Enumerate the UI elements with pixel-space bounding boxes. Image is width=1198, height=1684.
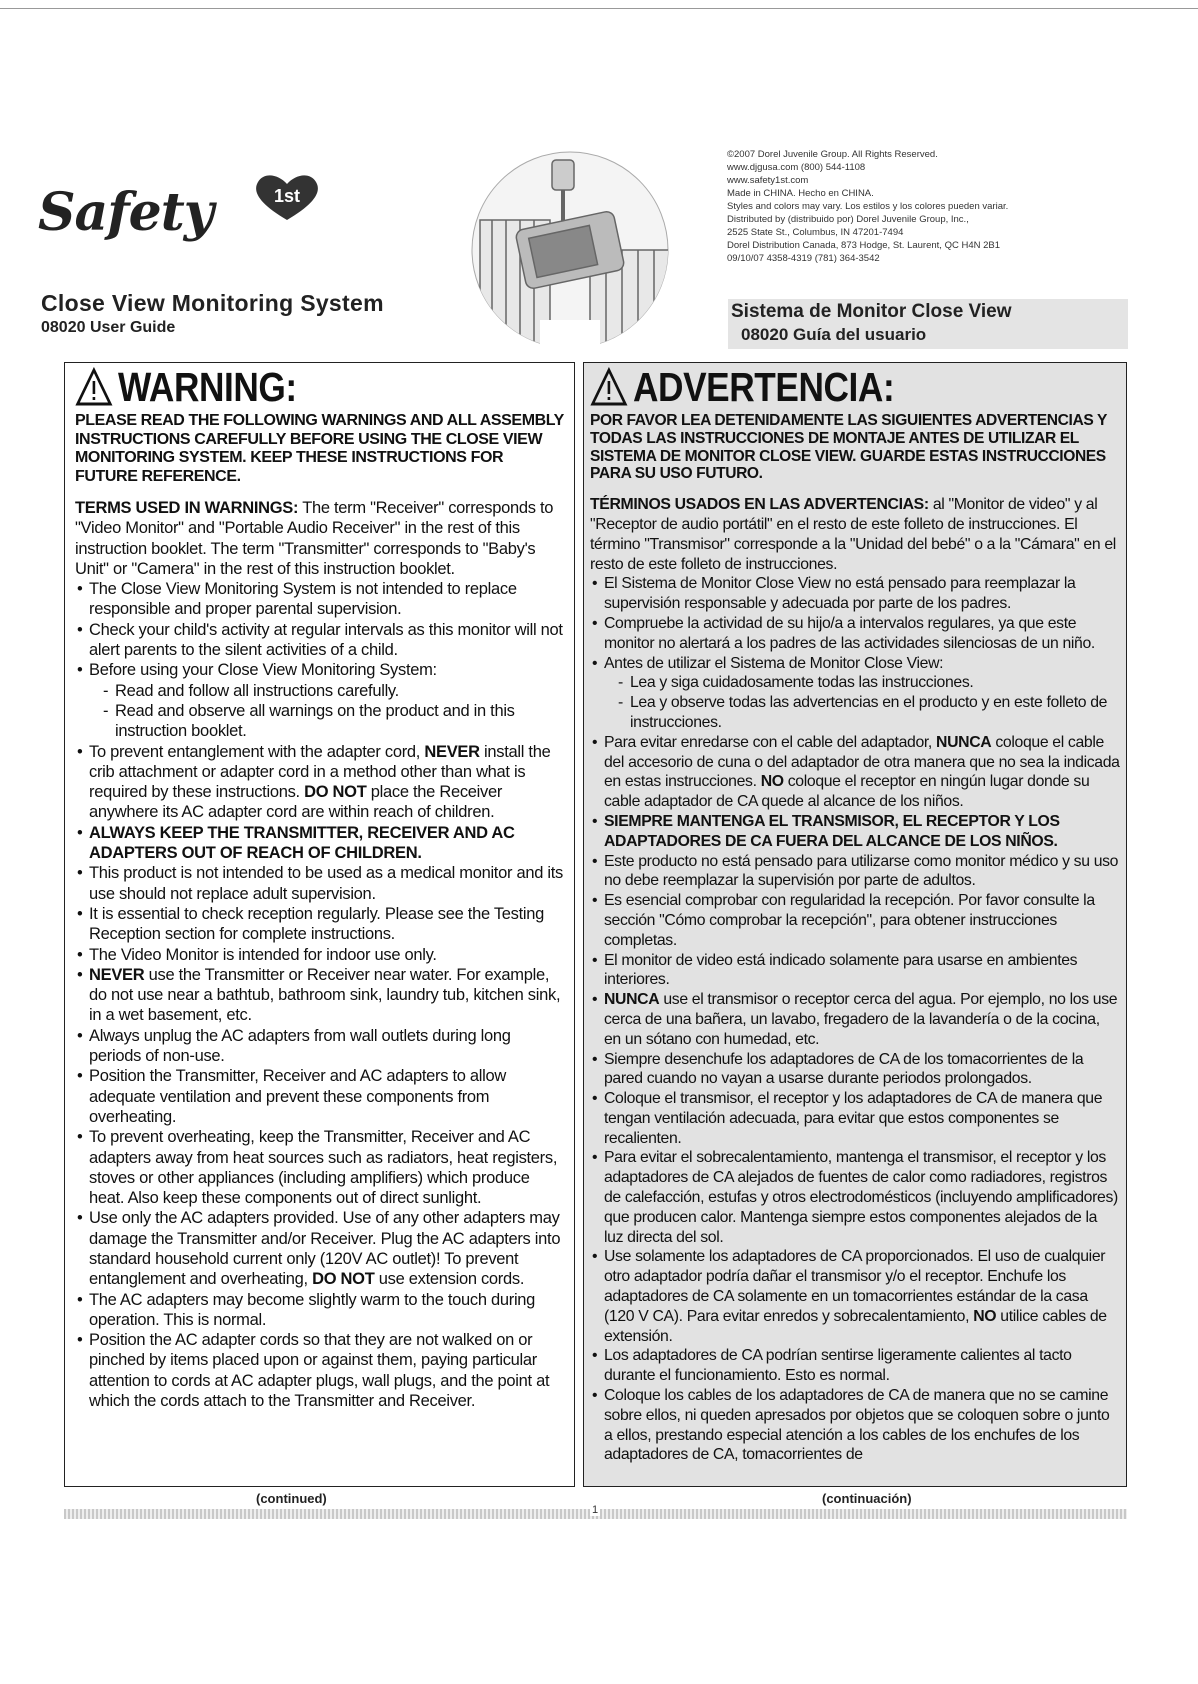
continued-label-es: (continuación) — [822, 1491, 912, 1506]
list-item-text: coloque el receptor en ningún lugar donde su cable adaptador de CA quede al alcance de los niños. — [604, 773, 1090, 811]
list-item: • To prevent overheating, keep the Transmitter, Receiver and AC adapters away from heat sources such as radiators, heat registers, stoves or other appliances (including amplifiers) which produce heat. Also keep these components out of direct sunlight. — [75, 1127, 566, 1208]
terms-text-es: al "Monitor de video" y al "Receptor de audio portátil" en el resto de este folleto de instrucciones. El término "Transmisor" corresponde a la "Unidad del bebé" o a la "Cámara" en el resto de este folleto de instrucciones. — [590, 496, 1116, 573]
emphasis-do-not: NO — [760, 773, 784, 791]
warning-column-es — [583, 362, 1127, 1487]
emphasis-never: NUNCA — [936, 733, 992, 751]
logo-text: Safety — [38, 182, 213, 243]
list-item: • The AC adapters may become slightly warm to the touch during operation. This is normal. — [75, 1290, 566, 1331]
logo-badge-text: 1st — [273, 186, 301, 206]
warning-heading-es — [590, 365, 1046, 409]
logo-badge-icon — [250, 170, 324, 224]
list-item: • El Sistema de Monitor Close View no está pensado para reemplazar la supervisión responsable y adecuada por parte de los padres. — [590, 574, 1120, 614]
page-title: Close View Monitoring System — [41, 290, 384, 316]
emphasis-always: ALWAYS KEEP THE TRANSMITTER, RECEIVER AND AC ADAPTERS OUT OF REACH OF CHILDREN. — [89, 823, 515, 863]
emphasis-do-not: DO NOT — [312, 1270, 375, 1289]
website-line: www.safety1st.com — [727, 175, 809, 186]
sub-list — [89, 681, 566, 742]
warning-intro: PLEASE READ THE FOLLOWING WARNINGS AND ALL ASSEMBLY INSTRUCTIONS CAREFULLY BEFORE USING THE CLOSE VIEW MONITORING SYSTEM. KEEP THESE INSTRUCTIONS FOR FUTURE REFERENCE. — [75, 412, 564, 485]
list-item-text: install the crib attachment or adapter cord in a method other than what is required by these instructions. — [89, 742, 551, 802]
canada-distributor-line: Dorel Distribution Canada, 873 Hodge, St. Laurent, QC H4N 2B1 — [727, 240, 1001, 251]
emphasis-never: NEVER — [89, 965, 145, 984]
sub-list — [604, 673, 1120, 732]
company-info — [727, 148, 1147, 265]
list-item-text: Use only the AC adapters provided. Use of any other adapters may damage the Transmitter and/or Receiver. Plug the AC adapters into standard household current only (120V AC outlet)! To prevent entanglement and overheating, — [89, 1209, 561, 1289]
top-rule — [0, 8, 1198, 9]
list-item — [75, 823, 566, 864]
sub-list-item: - Read and follow all instructions carefully. — [89, 681, 566, 701]
list-item: • The Video Monitor is intended for indoor use only. — [75, 945, 566, 965]
list-item-text: Before using your Close View Monitoring System: — [89, 661, 437, 680]
terms-paragraph — [75, 498, 566, 579]
list-item: • El monitor de video está indicado solamente para usarse en ambientes interiores. — [590, 951, 1120, 991]
terms-paragraph-es — [590, 495, 1120, 574]
list-item: • Coloque el transmisor, el receptor y los adaptadores de CA de manera que tengan ventilación adecuada, para evitar que estos componentes se recalienten. — [590, 1089, 1120, 1148]
list-item — [75, 1208, 566, 1289]
warning-heading-text-es: ADVERTENCIA: — [633, 364, 895, 410]
list-item-text: Use solamente los adaptadores de CA proporcionados. El uso de cualquier otro adaptador podría dañar el transmisor y/o el receptor. Enchufe los adaptadores de CA solamente en un tomacorrientes estándar de la casa (120 V CA). Para evitar enredos y sobrecalentamiento, — [604, 1248, 1106, 1325]
list-item: • It is essential to check reception regularly. Please see the Testing Reception section for complete instructions. — [75, 904, 566, 945]
emphasis-always: SIEMPRE MANTENGA EL TRANSMISOR, EL RECEPTOR Y LOS ADAPTADORES DE CA FUERA DEL ALCANCE DE LOS NIÑOS. — [604, 812, 1060, 850]
list-item-text: To prevent entanglement with the adapter cord, — [89, 742, 421, 761]
page-title-es: Sistema de Monitor Close View — [731, 301, 1012, 322]
page-subtitle: 08020 User Guide — [41, 319, 176, 336]
list-item: • Los adaptadores de CA podrían sentirse ligeramente calientes al tacto durante el funcionamiento. Esto es normal. — [590, 1346, 1120, 1386]
list-item: • Coloque los cables de los adaptadores de CA de manera que no se camine sobre ellos, ni queden apresados por objetos que se coloquen sobre o junto a ellos, prestando especial atención a los cables de los enchufes de los adaptadores de CA, tomacorrientes de — [590, 1386, 1120, 1465]
sub-list-item: - Read and observe all warnings on the product and in this instruction booklet. — [89, 701, 566, 742]
website-phone-line: www.djgusa.com (800) 544-1108 — [727, 162, 866, 173]
continued-label: (continued) — [256, 1491, 327, 1506]
warning-triangle-icon — [590, 367, 628, 407]
list-item-text: utilice cables de extensión. — [604, 1307, 1107, 1345]
list-item: • Position the AC adapter cords so that they are not walked on or pinched by items placed upon or against them, paying particular attention to cords at AC adapter plugs, wall plugs, and the point at which the cords attach to the Transmitter and Receiver. — [75, 1330, 566, 1411]
list-item-text: use extension cords. — [378, 1270, 525, 1289]
page-subtitle-es: 08020 Guía del usuario — [741, 325, 927, 344]
list-item: • Position the Transmitter, Receiver and AC adapters to allow adequate ventilation and prevent these components from overheating. — [75, 1066, 566, 1127]
warning-column-en — [64, 362, 575, 1487]
list-item — [590, 812, 1120, 852]
list-item: • Es esencial comprobar con regularidad la recepción. Por favor consulte la sección "Cómo comprobar la recepción", para obtener instrucciones completas. — [590, 891, 1120, 950]
styles-line: Styles and colors may vary. Los estilos y los colores pueden variar. — [727, 201, 1009, 212]
list-item — [590, 1247, 1120, 1346]
terms-text: The term "Receiver" corresponds to "Video Monitor" and "Portable Audio Receiver" in the rest of this instruction booklet. The term "Transmitter" corresponds to "Baby's Unit" or "Camera" in the rest of this instruction booklet. — [75, 499, 554, 578]
monitor-product-illustration — [470, 140, 670, 375]
emphasis-do-not: NO — [973, 1307, 997, 1325]
warning-triangle-icon — [75, 367, 113, 407]
list-item: • Compruebe la actividad de su hijo/a a intervalos regulares, ya que este monitor no alertará a los padres de las actividades silenciosas de un niño. — [590, 614, 1120, 654]
list-item: • Always unplug the AC adapters from wall outlets during long periods of non-use. — [75, 1026, 566, 1067]
terms-label-es: TÉRMINOS USADOS EN LAS ADVERTENCIAS: — [590, 496, 929, 514]
list-item: • Siempre desenchufe los adaptadores de CA de los tomacorrientes de la pared cuando no vayan a usarse durante periodos prolongados. — [590, 1050, 1120, 1090]
list-item — [590, 990, 1120, 1049]
terms-label: TERMS USED IN WARNINGS: — [75, 499, 299, 517]
list-item — [75, 965, 566, 1026]
list-item — [75, 660, 566, 741]
list-item: • This product is not intended to be used as a medical monitor and its use should not replace adult supervision. — [75, 863, 566, 904]
emphasis-never: NEVER — [424, 742, 480, 761]
list-item — [590, 654, 1120, 733]
list-item-text: use the Transmitter or Receiver near water. For example, do not use near a bathtub, bathroom sink, laundry tub, kitchen sink, in a wet basement, etc. — [89, 965, 561, 1025]
list-item: • Check your child's activity at regular intervals as this monitor will not alert parents to the silent activities of a child. — [75, 620, 566, 661]
copyright-line: ©2007 Dorel Juvenile Group. All Rights Reserved. — [727, 149, 938, 160]
sub-list-item: - Lea y siga cuidadosamente todas las instrucciones. — [604, 673, 1120, 693]
safety-1st-logo — [38, 170, 338, 250]
warning-list-es — [590, 574, 1120, 1465]
list-item — [75, 742, 566, 823]
warning-heading-text: WARNING: — [118, 364, 297, 410]
made-in-line: Made in CHINA. Hecho en CHINA. — [727, 188, 874, 199]
emphasis-never: NUNCA — [604, 991, 660, 1009]
list-item-text: Antes de utilizar el Sistema de Monitor Close View: — [604, 654, 944, 672]
list-item — [590, 733, 1120, 812]
list-item-text: place the Receiver anywhere its AC adapter cord are within reach of children. — [89, 783, 503, 822]
warning-list — [75, 579, 566, 1411]
title-es-box — [728, 299, 1128, 349]
emphasis-do-not: DO NOT — [304, 783, 367, 802]
date-code-line: 09/10/07 4358-4319 (781) 364-3542 — [727, 253, 880, 264]
list-item: • Para evitar el sobrecalentamiento, mantenga el transmisor, el receptor y los adaptadores de CA alejados de fuentes de calor como radiadores, registros de calefacción, estufas y otros electrodomésticos (incluyendo amplificadores) que producen calor. Mantenga siempre estos componentes alejados de la luz directa del sol. — [590, 1148, 1120, 1247]
distributor-line: Distributed by (distribuido por) Dorel Juvenile Group, Inc., — [727, 214, 969, 225]
list-item: • Este producto no está pensado para utilizarse como monitor médico y su uso no debe reemplazar la supervisión por parte de adultos. — [590, 852, 1120, 892]
sub-list-item: - Lea y observe todas las advertencias en el producto y en este folleto de instrucciones. — [604, 693, 1120, 733]
list-item: • The Close View Monitoring System is not intended to replace responsible and proper parental supervision. — [75, 579, 566, 620]
list-item-text: coloque el cable del accesorio de cuna o del adaptador de otra manera que no sea la indicada en estas instrucciones. — [604, 733, 1120, 791]
list-item-text: use el transmisor o receptor cerca del agua. Por ejemplo, no los use cerca de una bañera, un lavabo, fregadero de la lavandería o de la cocina, en un sótano con humedad, etc. — [604, 991, 1118, 1048]
list-item-text: Para evitar enredarse con el cable del adaptador, — [604, 733, 932, 751]
warning-intro-es: POR FAVOR LEA DETENIDAMENTE LAS SIGUIENTES ADVERTENCIAS Y TODAS LAS INSTRUCCIONES DE MONTAJE ANTES DE UTILIZAR EL SISTEMA DE MONITOR CLOSE VIEW. GUARDE ESTAS INSTRUCCIONES PARA SU USO FUTURO. — [590, 412, 1107, 483]
page-number: 1 — [592, 1504, 599, 1516]
address-line: 2525 State St., Columbus, IN 47201-7494 — [727, 227, 904, 238]
warning-heading — [75, 365, 497, 409]
